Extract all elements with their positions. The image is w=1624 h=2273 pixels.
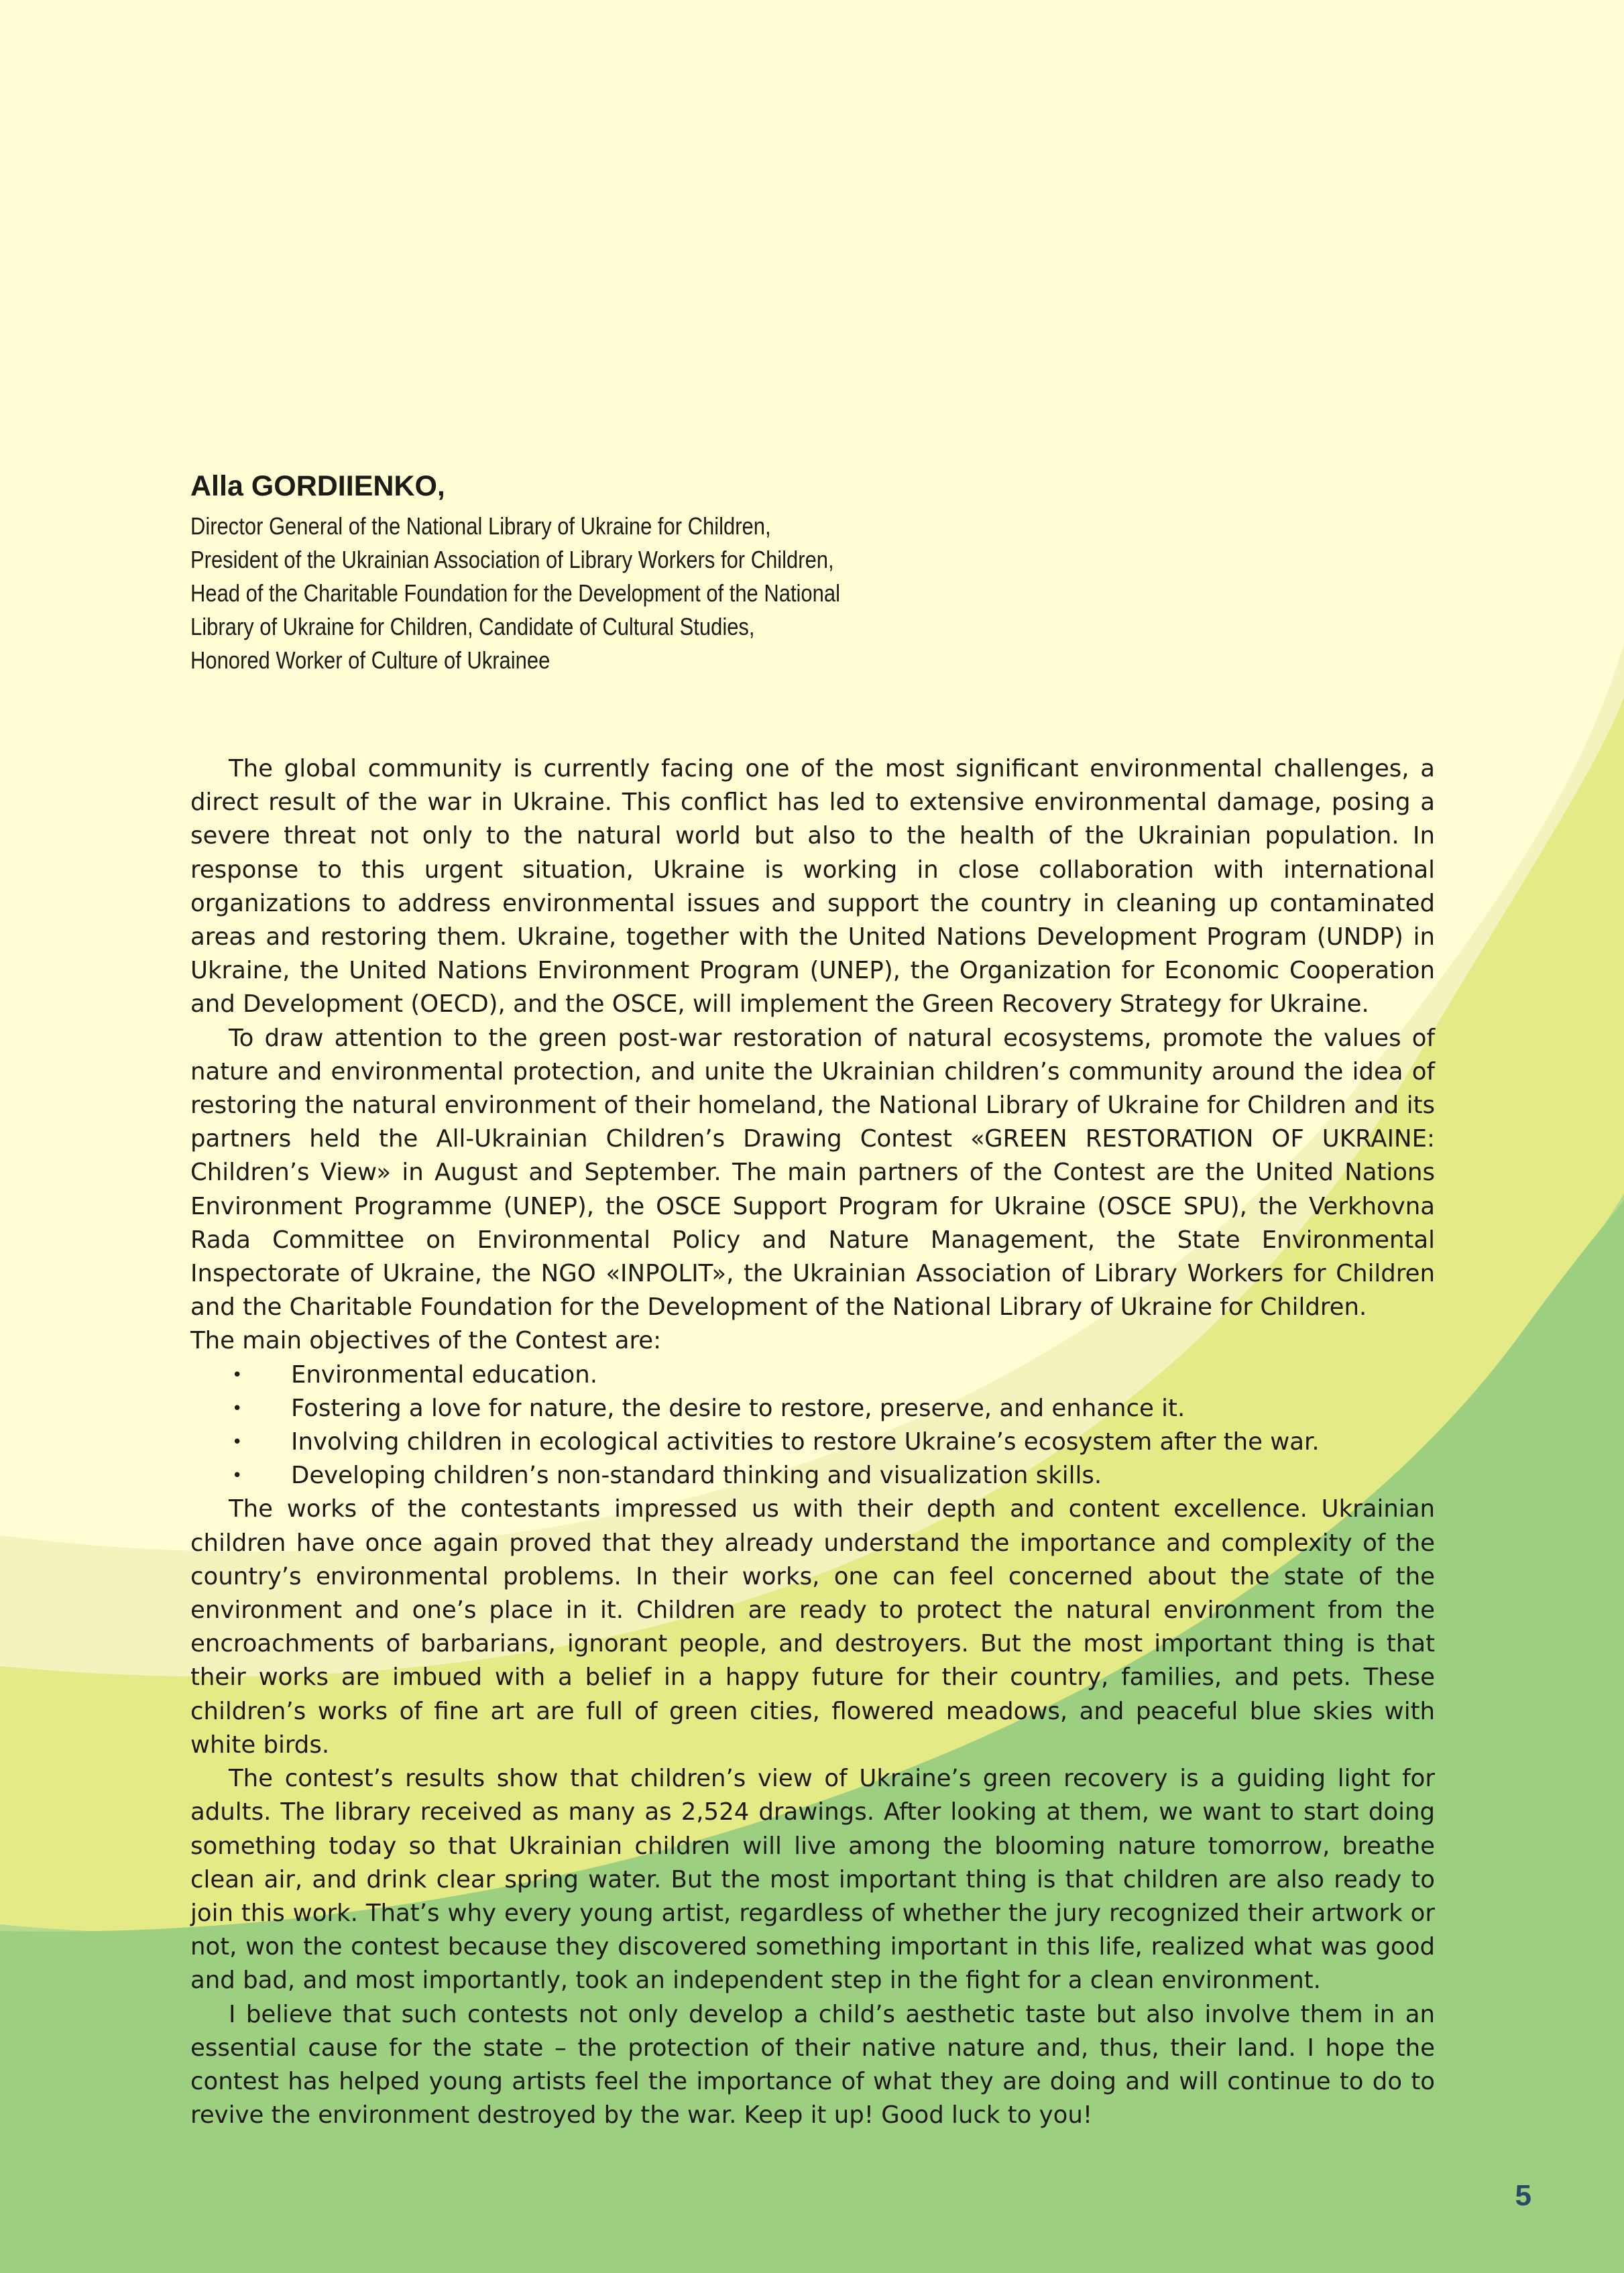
objective-item: • Environmental education. (190, 1358, 1435, 1392)
paragraph-4: The contest’s results show that children’s view of Ukraine’s green recovery is a guiding light for adults. The library received as many as 2,524 drawings. After looking at them, we want to start doing something today so that Ukrainian children will live among the blooming nature tomorrow, breathe clean air, and drink clear spring water. But the most important thing is that children are also ready to join this work. That’s why every young artist, regardless of whether the jury recognized their artwork or not, won the contest because they discovered something important in this life, realized what was good and bad, and most importantly, took an independent step in the fight for a clean environment. (190, 1765, 1435, 1995)
author-title-2: President of the Ukrainian Association of Library Workers for Children, (190, 545, 834, 573)
author-title-1: Director General of the National Library of Ukraine for Children, (190, 512, 771, 540)
author-title-3: Head of the Charitable Foundation for the Development of the National (190, 579, 840, 607)
article-body (190, 752, 1435, 2132)
objectives-list (190, 1358, 1435, 1493)
paragraph-5: I believe that such contests not only develop a child’s aesthetic taste but also involve them in an essential cause for the state – the protection of their native nature and, thus, their land. I hope the contest has helped young artists feel the importance of what they are doing and will continue to do to revive the environment destroyed by the war. Keep it up! Good luck to you! (190, 2000, 1435, 2130)
objective-item: • Fostering a love for nature, the desire to restore, preserve, and enhance it. (190, 1392, 1435, 1425)
objectives-intro: The main objectives of the Contest are: (190, 1327, 662, 1355)
objective-item: • Developing children’s non-standard thinking and visualization skills. (190, 1459, 1435, 1493)
objective-item: • Involving children in ecological activities to restore Ukraine’s ecosystem after the war. (190, 1425, 1435, 1459)
paragraph-3: The works of the contestants impressed us with their depth and content excellence. Ukrainian children have once again proved that they already understand the importance and complexity of the country’s environmental problems. In their works, one can feel concerned about the state of the environment and one’s place in it. Children are ready to protect the natural environment from the encroachments of barbarians, ignorant people, and destroyers. But the most important thing is that their works are imbued with a belief in a happy future for their country, families, and pets. These children’s works of fine art are full of green cities, flowered meadows, and peaceful blue skies with white birds. (190, 1495, 1435, 1759)
author-name: Alla GORDIIENKO, (190, 470, 445, 502)
paragraph-2: To draw attention to the green post-war restoration of natural ecosystems, promote the values of nature and environmental protection, and unite the Ukrainian children’s community around the idea of restoring the natural environment of their homeland, the National Library of Ukraine for Children and its partners held the All-Ukrainian Children’s Drawing Contest «GREEN RESTORATION OF UKRAINE: Children’s View» in August and September. The main partners of the Contest are the United Nations Environment Programme (UNEP), the OSCE Support Program for Ukraine (OSCE SPU), the Verkhovna Rada Committee on Environmental Policy and Nature Management, the State Environmental Inspectorate of Ukraine, the NGO «INPOLIT», the Ukrainian Association of Library Workers for Children and the Charitable Foundation for the Development of the National Library of Ukraine for Children. (190, 1024, 1435, 1322)
paragraph-1: The global community is currently facing one of the most significant environmental challenges, a direct result of the war in Ukraine. This conflict has led to extensive environmental damage, posing a severe threat not only to the natural world but also to the health of the Ukrainian population. In response to this urgent situation, Ukraine is working in close collaboration with international organizations to address environmental issues and support the country in cleaning up contaminated areas and restoring them. Ukraine, together with the United Nations Development Program (UNDP) in Ukraine, the United Nations Environment Program (UNEP), the Organization for Economic Cooperation and Development (OECD), and the OSCE, will implement the Green Recovery Strategy for Ukraine. (190, 755, 1435, 1018)
author-title-4: Library of Ukraine for Children, Candidate of Cultural Studies, (190, 612, 755, 640)
author-block (190, 469, 1263, 677)
page-number: 5 (1515, 2179, 1531, 2212)
author-title-5: Honored Worker of Culture of Ukrainee (190, 646, 550, 674)
